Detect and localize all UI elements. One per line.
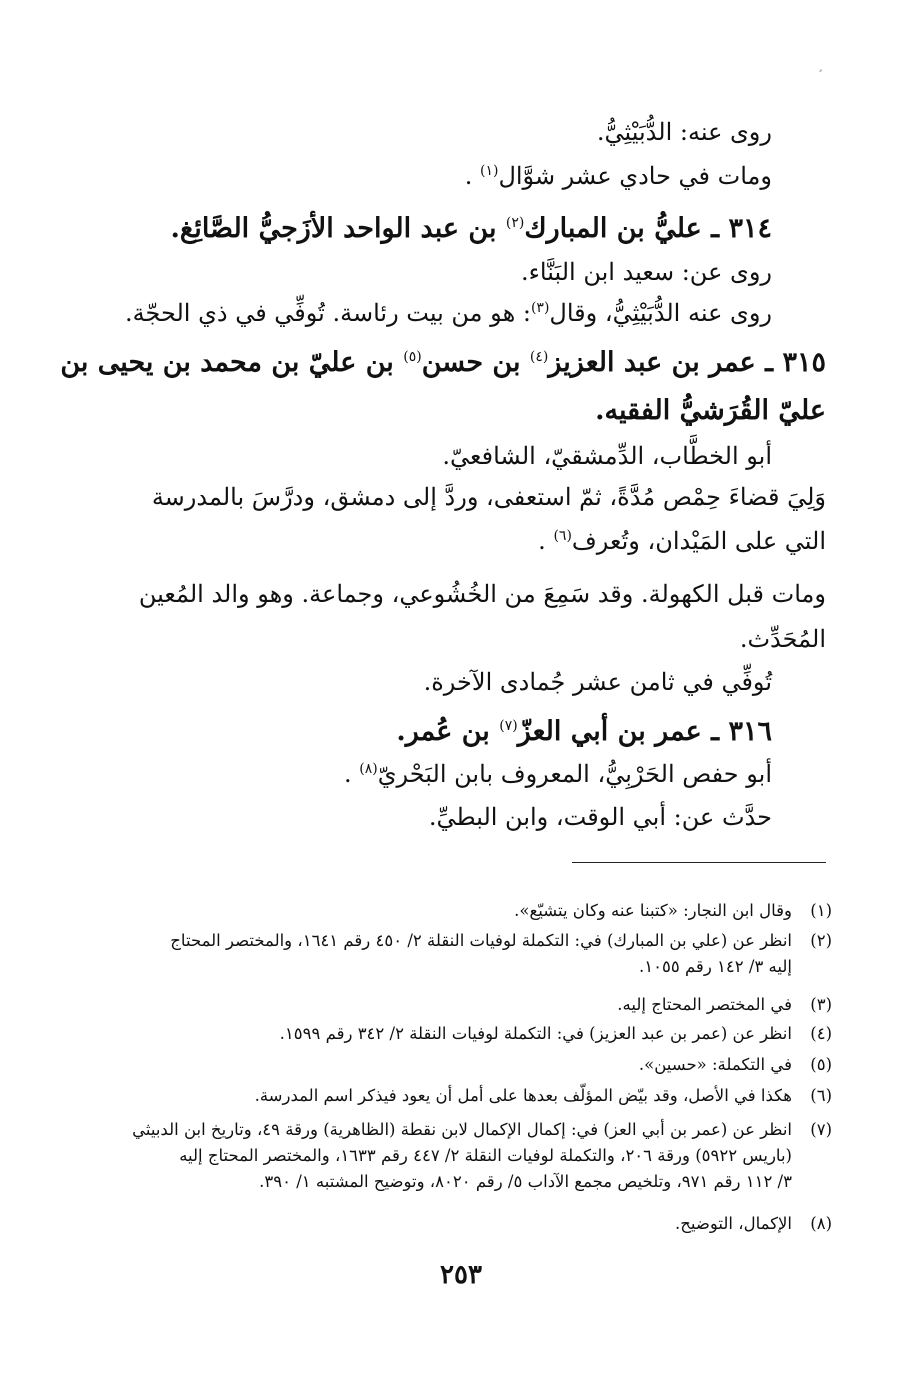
text-line: أبو الخطَّاب، الدِّمشقيّ، الشافعيّ. [442,442,772,470]
text-line: المُحَدِّث. [739,625,826,653]
footnote-number: (١) [810,901,832,920]
entry-heading: ٣١٦ ـ عمر بن أبي العزّ$^{(٧)}$ بن عُمر. [396,716,772,747]
text-line: التي على المَيْدان، وتُعرف$^{(٦)}$ . [538,527,826,555]
footnote: (٢) انظر عن (علي بن المبارك) في: التكملة لوفيات النقلة ٢/ ٤٥٠ رقم ١٦٤١، والمختصر المحتاج إليه ٣/ ١٤٢ رقم ١٠٥٥. [100,928,832,980]
footnote: (٦) هكذا في الأصل، وقد بيّض المؤلّف بعدها على أمل أن يعود فيذكر اسم المدرسة. [100,1083,832,1109]
footnote-marker: (١) [479,163,499,179]
text-line: حدَّث عن: أبي الوقت، وابن البطيِّ. [428,803,772,831]
text-line: أبو حفص الحَرْبِيُّ، المعروف بابن البَحْريّ$^{(٨)}$ . [344,760,772,788]
page-number: ٢٥٣ [440,1260,482,1290]
footnote-number: (٢) [810,931,832,950]
footnote-number: (٧) [810,1120,832,1139]
text-line: ومات قبل الكهولة. وقد سَمِعَ من الخُشُوعي، وجماعة. وهو والد المُعين [138,580,826,608]
entry-heading: ٣١٤ ـ عليُّ بن المبارك$^{(٢)}$ بن عبد الواحد الأزَجيُّ الصَّائِغ. [170,213,772,244]
footnote: (٤) انظر عن (عمر بن عبد العزيز) في: التكملة لوفيات النقلة ٢/ ٣٤٢ رقم ١٥٩٩. [100,1021,832,1047]
footnote-number: (٨) [810,1214,832,1233]
text-line: روى عنه الدُّبَيْثِيُّ، وقال$^{(٣)}$: هو من بيت رئاسة. تُوفِّي في ذي الحجّة. [125,299,772,327]
footnote-marker: (٥) [403,349,422,365]
footnote: (١) وقال ابن النجار: «كتبنا عنه وكان يتشيّع». [100,898,832,924]
footnote-marker: (٤) [529,349,549,365]
footnote-number: (٣) [810,995,832,1014]
footnote-marker: (٦) [553,528,572,544]
text-line: وَلِيَ قضاءَ حِمْص مُدَّةً، ثمّ استعفى، وردَّ إلى دمشق، ودرَّسَ بالمدرسة [151,483,826,511]
text-line: روى عنه: الدُّبَيْثِيُّ. [596,118,772,146]
text-line: ومات في حادي عشر شوَّال$^{(١)}$ . [464,162,772,190]
footnote: (٣) في المختصر المحتاج إليه. [100,992,832,1018]
footnote-number: (٦) [810,1086,832,1105]
text-line: روى عن: سعيد ابن البَنَّاء. [521,258,772,286]
entry-heading: عليّ القُرَشيُّ الفقيه. [595,395,826,426]
text-line: تُوفِّي في ثامن عشر جُمادى الآخرة. [423,668,772,696]
footnote-divider [572,862,826,863]
footnote-marker: (٧) [499,718,518,734]
footnote-marker: (٨) [359,761,378,777]
footnote: (٧) انظر عن (عمر بن أبي العز) في: إكمال الإكمال لابن نقطة (الظاهرية) ورقة ٤٩، وتاريخ ابن الدبيثي (باريس ٥٩٢٢) ورقة ٢٠٦، والتكملة لوفيات النقلة ٢/ ٤٤٧ رقم ١٦٣٣، والمختصر المحتاج إليه ٣/ ١١٢ رقم ٩٧١، وتلخيص مجمع الآداب ٥/ رقم ٨٠٢٠، وتوضيح المشتبه ١/ ٣٩٠. [100,1117,832,1195]
footnote: (٥) في التكملة: «حسين». [100,1052,832,1078]
entry-heading: ٣١٥ ـ عمر بن عبد العزيز$^{(٤)}$ بن حسن$^{(٥)}$ بن عليّ بن محمد بن يحيى بن [60,347,826,378]
footnote-marker: (٢) [505,215,525,231]
footnote-number: (٥) [810,1055,832,1074]
footnote-number: (٤) [810,1024,832,1043]
footnote: (٨) الإكمال، التوضيح. [100,1211,832,1237]
footnote-marker: (٣) [530,300,550,316]
